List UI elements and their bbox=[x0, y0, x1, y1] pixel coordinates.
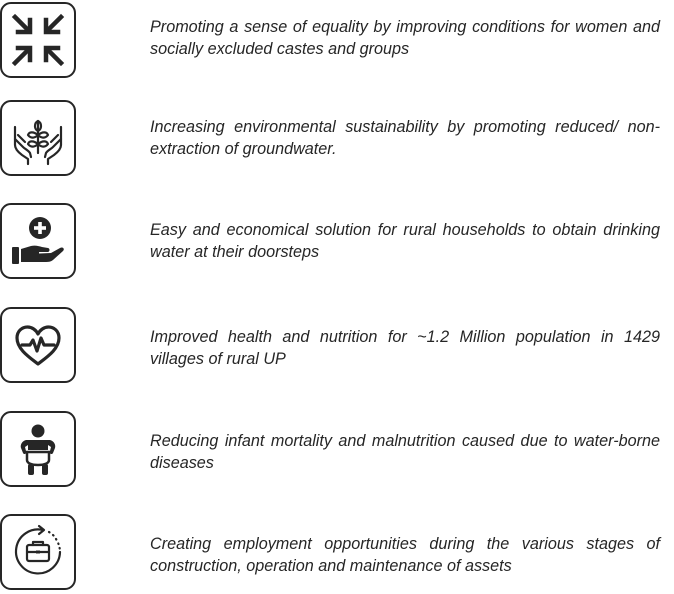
item-text: Improved health and nutrition for ~1.2 Million population in 1429 villages of rural UP bbox=[150, 326, 660, 370]
baby-icon bbox=[0, 411, 76, 487]
list-item-employment bbox=[0, 514, 674, 594]
hand-with-plus-icon bbox=[0, 203, 76, 279]
item-text: Creating employment opportunities during the various stages of construction, operation and maintenance of assets bbox=[150, 533, 660, 577]
list-item-sustainability bbox=[0, 100, 674, 180]
item-text: Reducing infant mortality and malnutrition caused due to water-borne diseases bbox=[150, 430, 660, 474]
item-text: Easy and economical solution for rural households to obtain drinking water at their doorsteps bbox=[150, 219, 660, 263]
heart-pulse-icon bbox=[0, 307, 76, 383]
item-text: Increasing environmental sustainability by promoting reduced/ non-extraction of groundwater. bbox=[150, 116, 660, 160]
list-item-infant-mortality bbox=[0, 411, 674, 491]
list-item-health bbox=[0, 307, 674, 387]
list-item-equality bbox=[0, 2, 674, 82]
list-item-drinking-water bbox=[0, 203, 674, 283]
arrows-inward-icon bbox=[0, 2, 76, 78]
briefcase-cycle-icon bbox=[0, 514, 76, 590]
item-text: Promoting a sense of equality by improving conditions for women and socially excluded castes and groups bbox=[150, 16, 660, 60]
plant-in-hands-icon bbox=[0, 100, 76, 176]
